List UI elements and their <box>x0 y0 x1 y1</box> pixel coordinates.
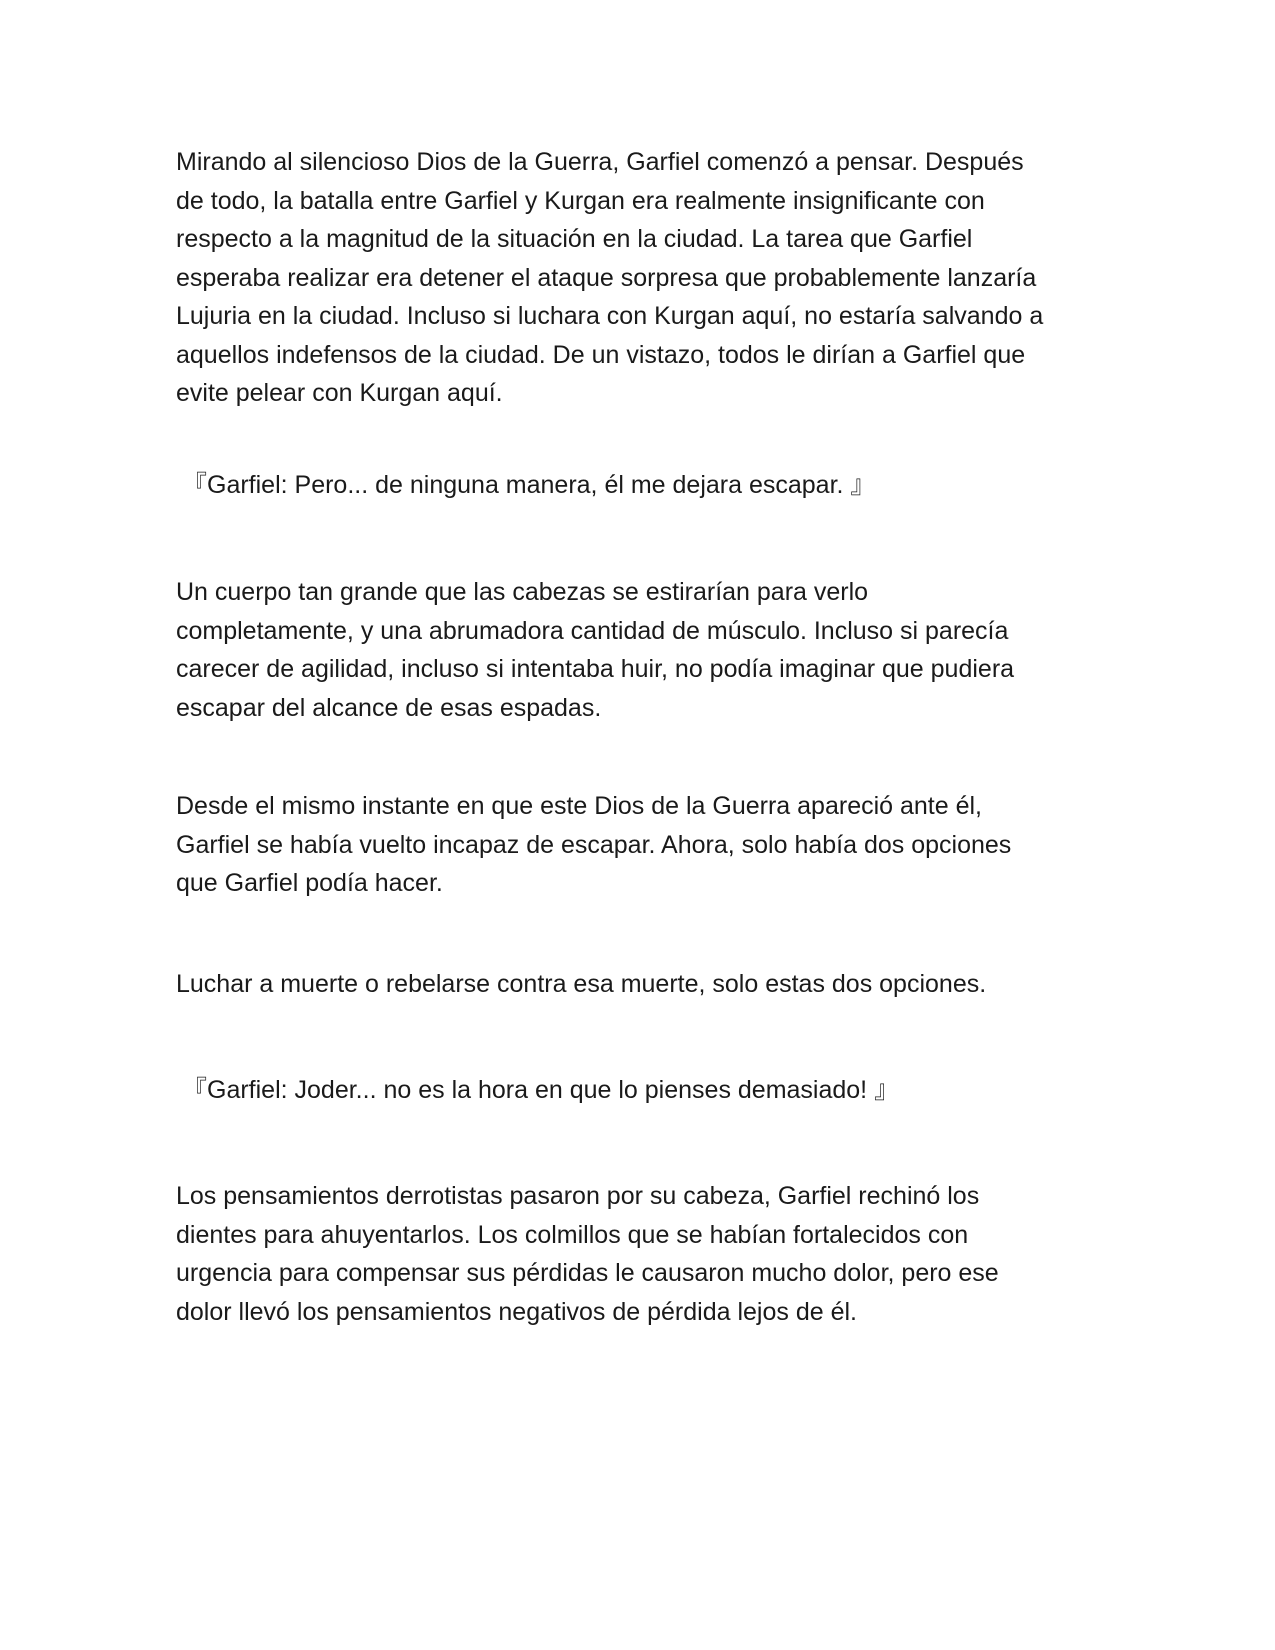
paragraph-garfiel-thinking: Mirando al silencioso Dios de la Guerra, Garfiel comenzó a pensar. Después de todo, la batalla entre Garfiel y Kurgan era realmente insignificante con respecto a la magnitud de la situación en la ciudad. La tarea que Garfiel esperaba realizar era detener el ataque sorpresa que probablemente lanzaría Lujuria en la ciudad. Incluso si luchara con Kurgan aquí, no estaría salvando a aquellos indefensos de la ciudad. De un vistazo, todos le dirían a Garfiel que evite pelear con Kurgan aquí. <box>176 148 1044 407</box>
dialogue-garfiel-escape: 『Garfiel: Pero... de ninguna manera, él me dejara escapar. 』 <box>182 471 876 499</box>
paragraph-kurgan-body: Un cuerpo tan grande que las cabezas se estirarían para verlo completamente, y una abrumadora cantidad de músculo. Incluso si parecía carecer de agilidad, incluso si intentaba huir, no podía imaginar que pudiera escapar del alcance de esas espadas. <box>176 578 1015 722</box>
paragraph-fight-or-rebel: Luchar a muerte o rebelarse contra esa muerte, solo estas dos opciones. <box>176 970 987 998</box>
paragraph-defeatist-thoughts: Los pensamientos derrotistas pasaron por su cabeza, Garfiel rechinó los dientes para ahuyentarlos. Los colmillos que se habían fortalecidos con urgencia para compensar sus pérdidas le causaron mucho dolor, pero ese dolor llevó los pensamientos negativos de pérdida lejos de él. <box>176 1182 999 1326</box>
paragraph-two-options: Desde el mismo instante en que este Dios de la Guerra apareció ante él, Garfiel se había vuelto incapaz de escapar. Ahora, solo había dos opciones que Garfiel podía hacer. <box>176 792 1012 897</box>
dialogue-garfiel-joder: 『Garfiel: Joder... no es la hora en que lo pienses demasiado! 』 <box>182 1076 900 1104</box>
